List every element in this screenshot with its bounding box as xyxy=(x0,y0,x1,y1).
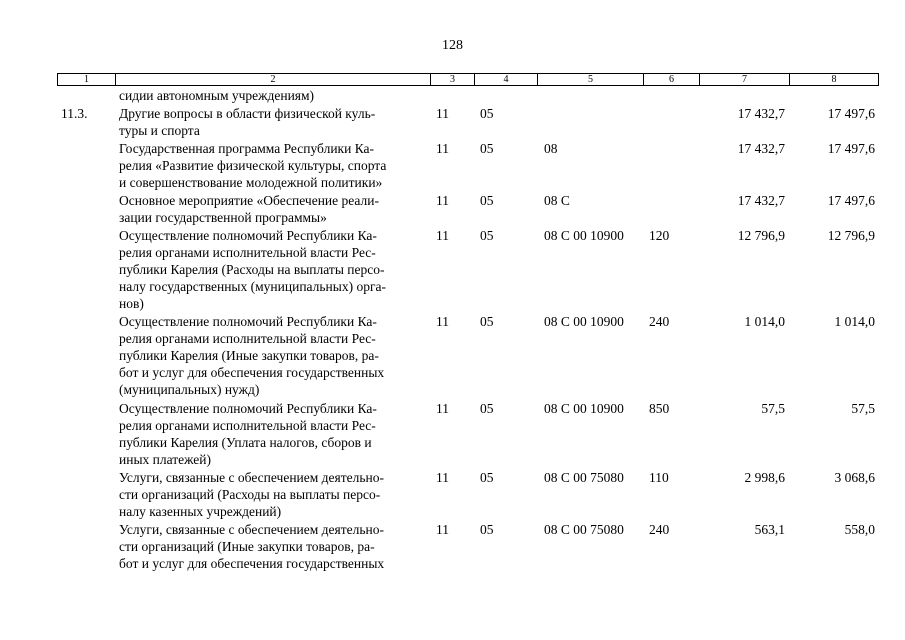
row-amount-col8: 17 497,6 xyxy=(827,141,875,156)
row-amount-col8: 12 796,9 xyxy=(827,228,875,243)
row-expense-type: 120 xyxy=(649,228,670,243)
row-description: Услуги, связанные с обеспечением деятельно- сти организаций (Иные закупки товаров, ра- бот и услуг для обеспечения государственных xyxy=(119,522,385,571)
row-amount-col7: 17 432,7 xyxy=(737,193,785,208)
row-description: Государственная программа Республики Ка- релия «Развитие физической культуры, спорта и совершенствование молодежной политики» xyxy=(119,141,387,190)
row-subsection: 05 xyxy=(480,193,494,208)
row-amount-col7: 57,5 xyxy=(761,401,785,416)
row-amount-col7: 2 998,6 xyxy=(744,470,785,485)
row-subsection: 05 xyxy=(480,314,494,329)
row-number: 11.3. xyxy=(61,106,88,121)
row-amount-col7: 12 796,9 xyxy=(737,228,785,243)
row-description: Осуществление полномочий Республики Ка- релия органами исполнительной власти Рес- публики Карелия (Уплата налогов, сборов и иных платежей) xyxy=(119,401,377,467)
row-description: Услуги, связанные с обеспечением деятельно- сти организаций (Расходы на выплаты персо- налу казенных учреждений) xyxy=(119,470,385,519)
row-expense-type: 850 xyxy=(649,401,670,416)
row-target-article: 08 С 00 75080 xyxy=(544,522,624,537)
row-amount-col8: 17 497,6 xyxy=(827,193,875,208)
row-description: сидии автономным учреждениям) xyxy=(119,88,315,103)
row-section: 11 xyxy=(436,193,449,208)
table-header-row xyxy=(57,73,879,86)
row-expense-type: 240 xyxy=(649,314,670,329)
header-col-3: 3 xyxy=(431,74,475,85)
row-section: 11 xyxy=(436,228,449,243)
header-col-5: 5 xyxy=(538,74,644,85)
row-section: 11 xyxy=(436,522,449,537)
row-amount-col7: 17 432,7 xyxy=(737,141,785,156)
row-amount-col8: 1 014,0 xyxy=(834,314,875,329)
header-col-4: 4 xyxy=(475,74,538,85)
row-description: Осуществление полномочий Республики Ка- релия органами исполнительной власти Рес- публики Карелия (Расходы на выплаты персо- налу государственных (муниципальных) орга- нов) xyxy=(119,228,386,311)
row-description: Основное мероприятие «Обеспечение реали- зации государственной программы» xyxy=(119,193,379,225)
row-amount-col7: 1 014,0 xyxy=(744,314,785,329)
header-col-2: 2 xyxy=(116,74,431,85)
row-subsection: 05 xyxy=(480,522,494,537)
row-expense-type: 240 xyxy=(649,522,670,537)
row-amount-col8: 57,5 xyxy=(851,401,875,416)
row-amount-col8: 17 497,6 xyxy=(827,106,875,121)
row-expense-type: 110 xyxy=(649,470,669,485)
row-target-article: 08 С xyxy=(544,193,570,208)
row-target-article: 08 xyxy=(544,141,558,156)
row-subsection: 05 xyxy=(480,228,494,243)
header-col-7: 7 xyxy=(700,74,790,85)
page-number: 128 xyxy=(442,38,463,53)
row-subsection: 05 xyxy=(480,141,494,156)
row-target-article: 08 С 00 10900 xyxy=(544,228,624,243)
row-section: 11 xyxy=(436,106,449,121)
row-description: Другие вопросы в области физической куль- туры и спорта xyxy=(119,106,376,138)
row-amount-col8: 3 068,6 xyxy=(834,470,875,485)
row-target-article: 08 С 00 75080 xyxy=(544,470,624,485)
header-col-1: 1 xyxy=(58,74,116,85)
row-amount-col8: 558,0 xyxy=(844,522,875,537)
row-section: 11 xyxy=(436,314,449,329)
header-col-8: 8 xyxy=(831,74,837,85)
row-description: Осуществление полномочий Республики Ка- релия органами исполнительной власти Рес- публики Карелия (Иные закупки товаров, ра- бот и услуг для обеспечения государственных (муниципальных) нужд) xyxy=(119,314,385,397)
row-subsection: 05 xyxy=(480,470,494,485)
row-amount-col7: 17 432,7 xyxy=(737,106,785,121)
row-section: 11 xyxy=(436,141,449,156)
row-subsection: 05 xyxy=(480,401,494,416)
row-target-article: 08 С 00 10900 xyxy=(544,314,624,329)
row-section: 11 xyxy=(436,470,449,485)
row-section: 11 xyxy=(436,401,449,416)
row-subsection: 05 xyxy=(480,106,494,121)
row-amount-col7: 563,1 xyxy=(754,522,785,537)
row-target-article: 08 С 00 10900 xyxy=(544,401,624,416)
header-col-6: 6 xyxy=(644,74,700,85)
